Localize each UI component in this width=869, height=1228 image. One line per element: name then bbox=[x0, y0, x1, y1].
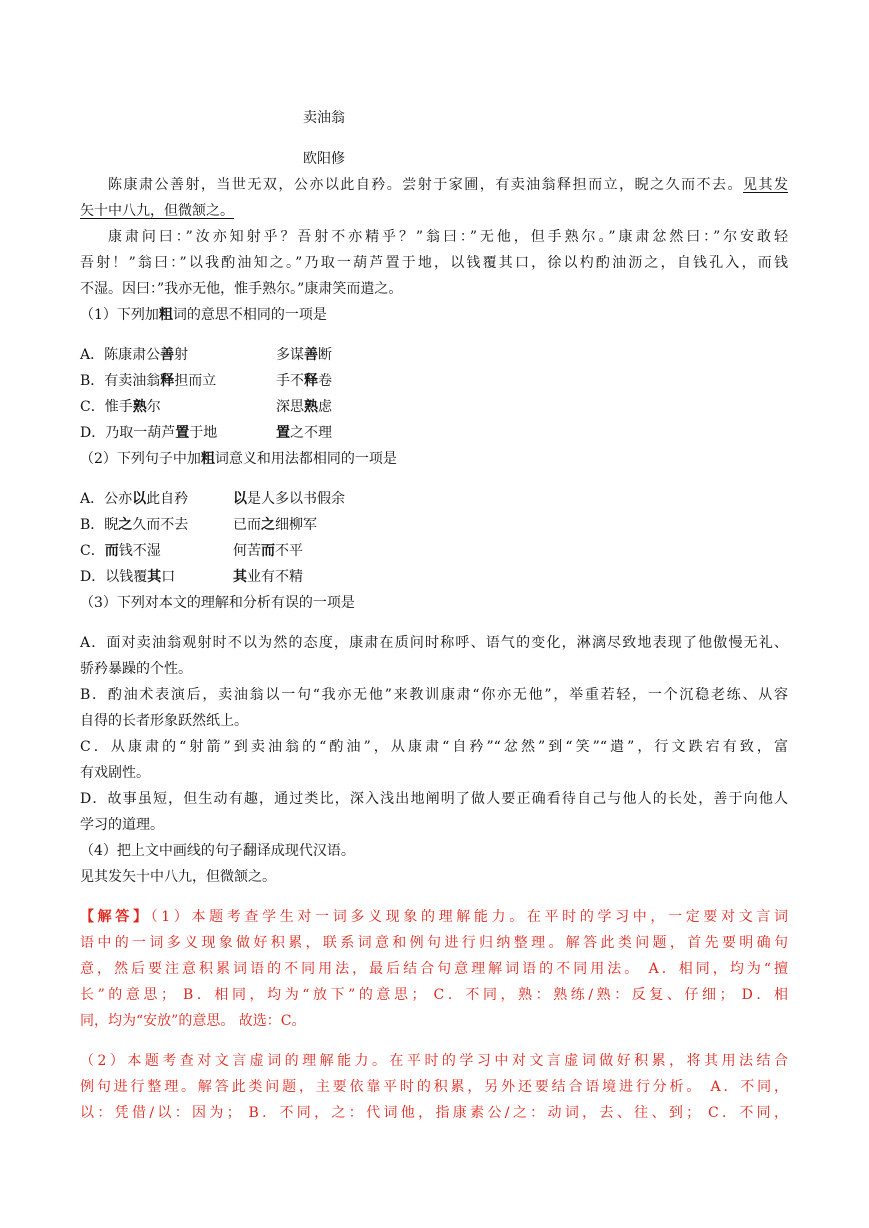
q3-option-c: C．从康肃的“射箭”到卖油翁的“酌油”，从康肃“自矜”“忿然”到“笑”“遣”，行文跌宕有致，富 bbox=[80, 739, 788, 755]
q1-option-c: C．惟手熟尔 深思熟虑 bbox=[80, 399, 332, 415]
answer-label: 【解答】 bbox=[80, 909, 151, 925]
q3-option-d-cont: 学习的道理。 bbox=[80, 817, 164, 833]
underlined-sentence: 见其发 bbox=[743, 177, 789, 193]
answer-2-line: 例句进行整理。解答此类问题，主要依靠平时的积累，另外还要结合语境进行分析。 A．不同， bbox=[80, 1079, 788, 1095]
q2-option-b: B．睨之久而不去 已而之细柳军 bbox=[80, 517, 317, 533]
q2-option-d: D．以钱覆其口 其业有不精 bbox=[80, 569, 303, 585]
q3-option-a-cont: 骄矜暴躁的个性。 bbox=[80, 661, 192, 677]
passage-line bbox=[80, 202, 234, 220]
passage-title: 卖油翁 bbox=[303, 110, 345, 126]
answer-1-line: 意，然后要注意积累词语的不同用法，最后结合句意理解词语的不同用法。 A．相同，均为“擅 bbox=[80, 961, 788, 977]
passage-author: 欧阳修 bbox=[303, 151, 345, 167]
question-4-sentence: 见其发矢十中八九，但微颔之。 bbox=[80, 869, 276, 885]
question-2-stem: （2）下列句子中加粗词意义和用法都相同的一项是 bbox=[80, 451, 397, 467]
q3-option-a: A．面对卖油翁观射时不以为然的态度，康肃在质问时称呼、语气的变化，淋漓尽致地表现了他傲慢无礼、 bbox=[80, 635, 788, 651]
q1-option-d: D．乃取一葫芦置于地 置之不理 bbox=[80, 425, 332, 441]
question-4-stem: （4）把上文中画线的句子翻译成现代汉语。 bbox=[80, 843, 355, 859]
passage-line: 不湿。因曰：”我亦无他，惟手熟尔。”康肃笑而遣之。 bbox=[80, 281, 403, 297]
passage-line: 康肃问曰：”汝亦知射乎？吾射不亦精乎？”翁曰：”无他，但手熟尔。”康肃忿然曰：”尔安敢轻 bbox=[108, 229, 788, 245]
q3-option-b-cont: 自得的长者形象跃然纸上。 bbox=[80, 713, 248, 729]
q1-option-a: A．陈康肃公善射 多谋善断 bbox=[80, 347, 332, 363]
answer-1-line: 长”的意思； B．相同，均为“放下”的意思； C．不同，熟：熟练/熟：反复、仔细； D．相 bbox=[80, 987, 788, 1003]
answer-2-line: 以：凭借/以：因为； B．不同，之：代词他，指康素公/之：动词，去、往、到； C．不同， bbox=[80, 1105, 788, 1121]
q3-option-b: B．酌油术表演后，卖油翁以一句“我亦无他”来教训康肃“你亦无他”，举重若轻，一个沉稳老练、从容 bbox=[80, 687, 788, 703]
answer-1-line: 【解答】（1）本题考查学生对一词多义现象的理解能力。在平时的学习中，一定要对文言词 bbox=[80, 909, 788, 925]
q1-option-b: B．有卖油翁释担而立 手不释卷 bbox=[80, 373, 332, 389]
answer-1-line: 语中的一词多义现象做好积累，联系词意和例句进行归纳整理。解答此类问题，首先要明确句 bbox=[80, 935, 788, 951]
question-3-stem: （3）下列对本文的理解和分析有误的一项是 bbox=[80, 595, 355, 611]
q3-option-d: D．故事虽短，但生动有趣，通过类比，深入浅出地阐明了做人要正确看待自己与他人的长处，善于向他人 bbox=[80, 791, 788, 807]
underlined-sentence: 矢十中八九，但微颔之。 bbox=[80, 203, 234, 219]
answer-2-line: （2）本题考查对文言虚词的理解能力。在平时的学习中对文言虚词做好积累，将其用法结合 bbox=[80, 1053, 788, 1069]
q2-option-a: A．公亦以此自矜 以是人多以书假余 bbox=[80, 491, 345, 507]
passage-line: 陈康肃公善射，当世无双，公亦以此自矜。尝射于家圃，有卖油翁释担而立，睨之久而不去。见其发 bbox=[108, 177, 789, 193]
q2-option-c: C．而钱不湿 何苦而不平 bbox=[80, 543, 303, 559]
q3-option-c-cont: 有戏剧性。 bbox=[80, 765, 150, 781]
answer-1-line: 同，均为“安放”的意思。 故选：C。 bbox=[80, 1013, 306, 1029]
passage-line: 吾射！”翁曰：”以我酌油知之。”乃取一葫芦置于地，以钱覆其口，徐以杓酌油沥之，自钱孔入，而钱 bbox=[80, 255, 788, 271]
question-1-stem: （1）下列加粗词的意思不相同的一项是 bbox=[80, 307, 327, 323]
